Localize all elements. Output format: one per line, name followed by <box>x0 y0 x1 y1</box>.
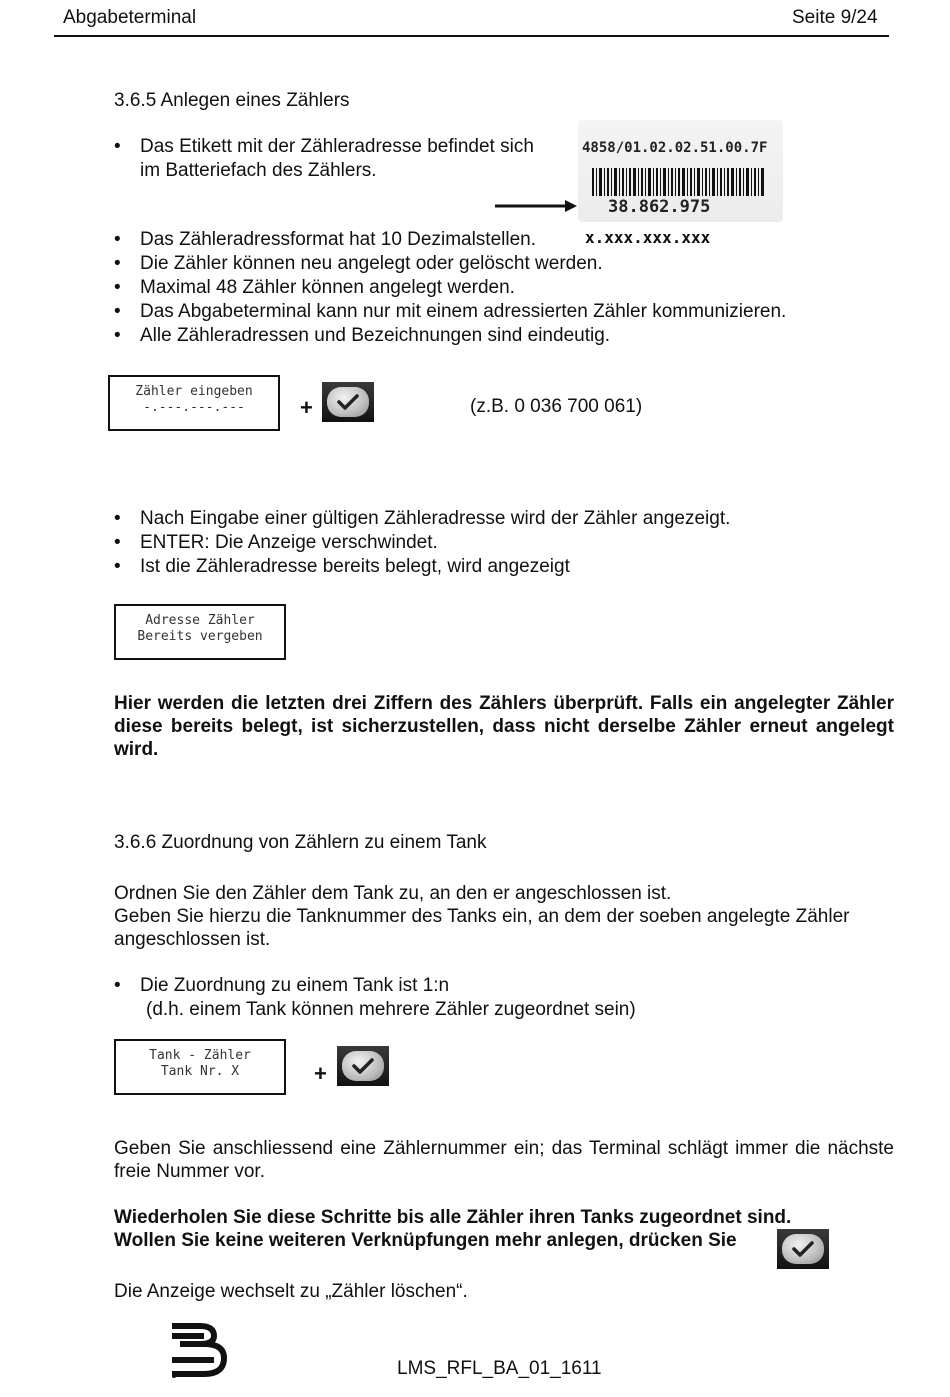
list-item: • Maximal 48 Zähler können angelegt werden. <box>114 276 786 300</box>
page-number: Seite 9/24 <box>792 7 878 28</box>
barcode-icon <box>592 168 764 196</box>
lcd-display-tank-meter <box>114 1039 286 1095</box>
entry-result-list <box>114 507 730 579</box>
assignment-ratio-list <box>114 974 636 1022</box>
finish-instruction-text: Wollen Sie keine weiteren Verknüpfungen mehr anlegen, drücken Sie <box>114 1230 737 1251</box>
list-item: • Alle Zähleradressen und Bezeichnungen sind eindeutig. <box>114 324 786 348</box>
checkmark-enter-icon[interactable] <box>322 382 374 422</box>
lcd-line-1: Adresse Zähler <box>145 613 255 628</box>
display-change-text: Die Anzeige wechselt zu „Zähler löschen“. <box>114 1281 468 1302</box>
checkmark-enter-icon[interactable] <box>777 1229 829 1269</box>
assign-paragraph: Ordnen Sie den Zähler dem Tank zu, an den er angeschlossen ist. Geben Sie hierzu die Tanknummer des Tanks ein, an dem der soeben angelegte Zähler angeschlossen ist. <box>114 883 850 950</box>
list-item: • Die Zähler können neu angelegt oder gelöscht werden. <box>114 252 786 276</box>
document-id: LMS_RFL_BA_01_1611 <box>397 1358 602 1379</box>
meter-facts-list <box>114 228 786 348</box>
lcd-display-address-taken <box>114 604 286 660</box>
bb-company-logo <box>170 1320 230 1380</box>
lcd-display-enter-meter <box>108 375 280 431</box>
section-title-366: 3.6.6 Zuordnung von Zählern zu einem Tank <box>114 832 487 853</box>
lcd-line-2: -.---.---.--- <box>143 400 245 415</box>
lcd-line-1: Zähler eingeben <box>135 384 253 399</box>
header-divider <box>54 35 889 37</box>
section-title-365: 3.6.5 Anlegen eines Zählers <box>114 90 350 111</box>
label-number-text: 38.862.975 <box>608 197 711 217</box>
header-title: Abgabeterminal <box>63 7 197 28</box>
meter-label-image <box>578 120 783 222</box>
list-item: • Ist die Zähleradresse bereits belegt, wird angezeigt <box>114 555 730 579</box>
list-item: • Das Etikett mit der Zähleradresse befindet sich im Batteriefach des Zählers. <box>114 135 534 183</box>
lcd-line-1: Tank - Zähler <box>149 1048 251 1063</box>
address-format-text: x.xxx.xxx.xxx <box>585 228 711 247</box>
right-arrow-icon <box>495 198 577 214</box>
meter-number-paragraph: Geben Sie anschliessend eine Zählernummer ein; das Terminal schlägt immer die nächste freie Nummer vor. <box>114 1138 894 1182</box>
warning-paragraph: Hier werden die letzten drei Ziffern des Zählers überprüft. Falls ein angelegter Zähler diese bereits belegt, ist sicherzustellen, dass nicht derselbe Zähler erneut angelegt wird. <box>114 693 894 760</box>
example-address: (z.B. 0 036 700 061) <box>470 396 643 417</box>
plus-sign: + <box>300 395 313 420</box>
list-item: • Nach Eingabe einer gültigen Zähleradresse wird der Zähler angezeigt. <box>114 507 730 531</box>
list-item: • Das Zähleradressformat hat 10 Dezimalstellen. <box>114 228 786 252</box>
list-item: • ENTER: Die Anzeige verschwindet. <box>114 531 730 555</box>
plus-sign: + <box>314 1061 327 1086</box>
label-location-bullet <box>114 135 534 183</box>
list-item: • Die Zuordnung zu einem Tank ist 1:n (d.h. einem Tank können mehrere Zähler zugeordnet sein) <box>114 974 636 1022</box>
lcd-line-2: Tank Nr. X <box>160 1064 240 1079</box>
label-address-text: 4858/01.02.02.51.00.7F <box>582 140 768 156</box>
checkmark-enter-icon[interactable] <box>337 1046 389 1086</box>
repeat-steps-text: Wiederholen Sie diese Schritte bis alle Zähler ihren Tanks zugeordnet sind. <box>114 1207 792 1228</box>
list-item: • Das Abgabeterminal kann nur mit einem adressierten Zähler kommunizieren. <box>114 300 786 324</box>
lcd-line-2: Bereits vergeben <box>137 629 263 644</box>
